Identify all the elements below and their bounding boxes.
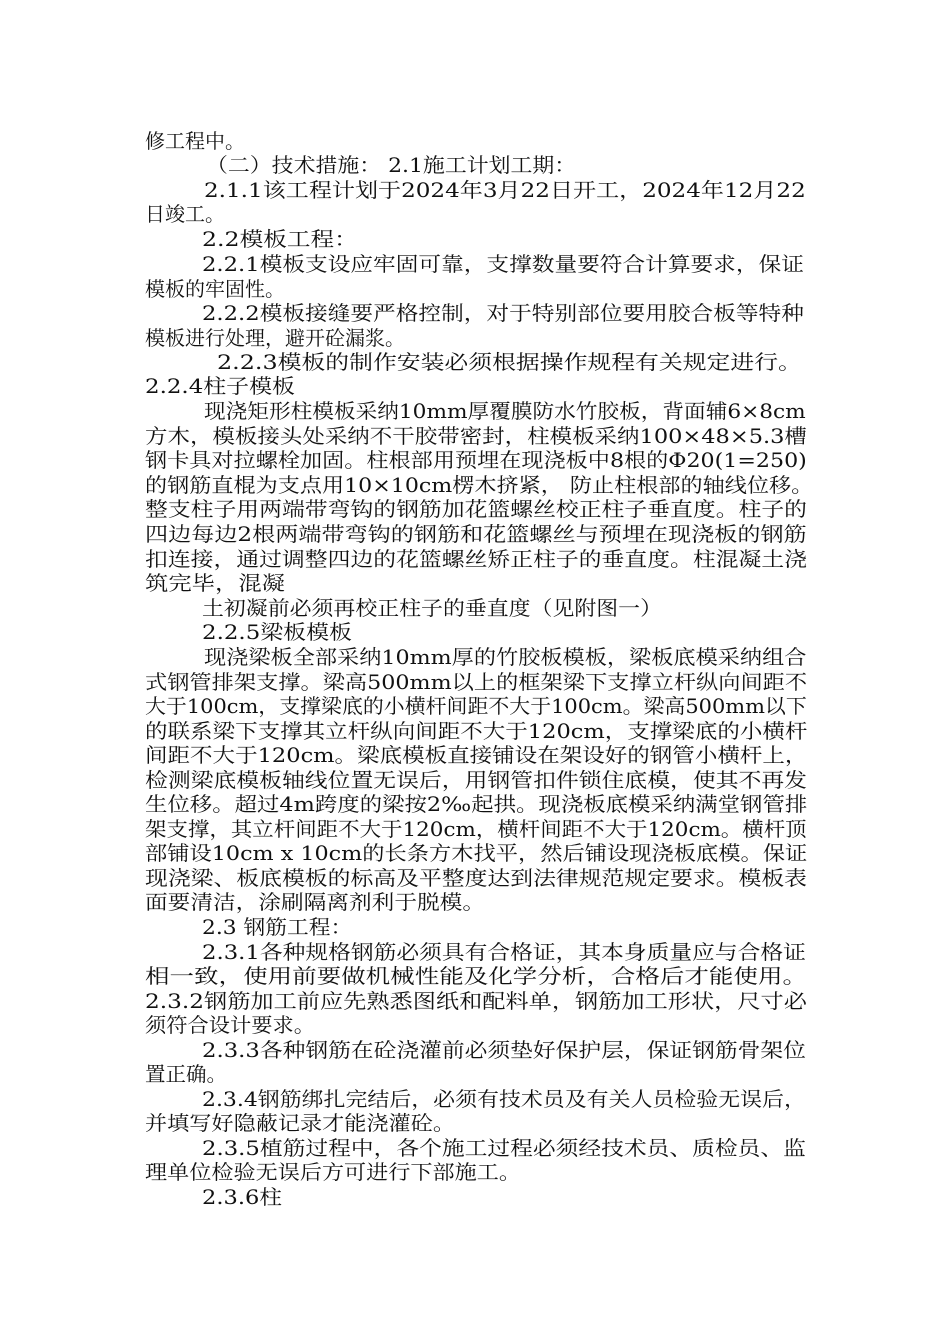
text-line: 部铺设10cm x 10cm的长条方木找平，然后铺设现浇板底模。保证: [145, 841, 808, 865]
text-line: 面要清洁，涂刷隔离剂利于脱模。: [145, 890, 485, 914]
text-line: 现浇矩形柱模板采纳10mm厚覆膜防水竹胶板，背面辅6×8cm: [204, 399, 806, 423]
text-line: 的联系梁下支撑其立杆纵向间距不大于120cm，支撑梁底的小横杆: [145, 719, 808, 743]
text-line: 筑完毕，混凝: [145, 571, 286, 595]
text-line: 修工程中。: [145, 129, 245, 153]
section-heading: 2.3 钢筋工程：: [202, 915, 353, 939]
section-heading: 2.3.6柱: [202, 1185, 282, 1209]
text-line: 2.1.1该工程计划于2024年3月22日开工，2024年12月22: [204, 178, 806, 202]
text-line: 现浇梁板全部采纳10mm厚的竹胶板模板，梁板底模采纳组合: [204, 645, 807, 669]
text-line: 须符合设计要求。: [145, 1013, 315, 1037]
text-line: 扣连接，通过调整四边的花篮螺丝矫正柱子的垂直度。柱混凝土浇: [145, 547, 808, 571]
text-line: 钢卡具对拉螺栓加固。柱根部用预埋在现浇板中8根的Φ20(1=250): [145, 448, 807, 472]
text-line: 2.3.2钢筋加工前应先熟悉图纸和配料单，钢筋加工形状，尺寸必: [145, 989, 807, 1013]
text-line: 式钢管排架支撑。梁高500mm以上的框架梁下支撑立杆纵向间距不: [145, 670, 808, 694]
text-line: 方木，模板接头处采纳不干胶带密封，柱模板采纳100×48×5.3槽: [145, 424, 807, 448]
text-line: 土初凝前必须再校正柱子的垂直度（见附图一）: [202, 596, 662, 620]
section-heading: （二）技术措施： 2.1施工计划工期：: [206, 153, 577, 177]
text-line: 检测梁底模板轴线位置无误后，用钢管扣件锁住底模，使其不再发: [145, 768, 808, 792]
text-line: 四边每边2根两端带弯钩的钢筋和花篮螺丝与预埋在现浇板的钢筋: [145, 522, 807, 546]
text-line: 架支撑，其立杆间距不大于120cm，横杆间距不大于120cm。横杆顶: [145, 817, 807, 841]
text-line: 模板的牢固性。: [145, 277, 285, 301]
section-heading: 2.2.5梁板模板: [202, 620, 352, 644]
text-line: 2.3.3各种钢筋在砼浇灌前必须垫好保护层，保证钢筋骨架位: [202, 1038, 806, 1062]
text-line: 整支柱子用两端带弯钩的钢筋加花篮螺丝校正柱子垂直度。柱子的: [145, 497, 808, 521]
text-line: 2.3.5植筋过程中，各个施工过程必须经技术员、质检员、监: [202, 1136, 806, 1160]
text-line: 模板进行处理，避开砼漏浆。: [145, 326, 405, 350]
text-line: 日竣工。: [145, 202, 225, 226]
text-line: 2.3.4钢筋绑扎完结后，必须有技术员及有关人员检验无误后，: [202, 1087, 806, 1111]
text-line: 2.2.2模板接缝要严格控制，对于特别部位要用胶合板等特种: [202, 301, 804, 325]
text-line: 并填写好隐蔽记录才能浇灌砼。: [145, 1111, 455, 1135]
text-line: 相一致，使用前要做机械性能及化学分析，合格后才能使用。: [145, 964, 807, 988]
text-line: 2.2.3模板的制作安装必须根据操作规程有关规定进行。: [217, 350, 802, 374]
text-line: 2.2.1模板支设应牢固可靠，支撑数量要符合计算要求，保证: [202, 252, 804, 276]
text-line: 的钢筋直棍为支点用10×10cm楞木挤紧， 防止柱根部的轴线位移。: [145, 473, 814, 497]
text-line: 间距不大于120cm。梁底模板直接铺设在架设好的钢管小横杆上，: [145, 743, 808, 767]
text-line: 生位移。超过4m跨度的梁按2‰起拱。现浇板底模采纳满堂钢管排: [145, 792, 808, 816]
text-line: 置正确。: [145, 1062, 227, 1086]
text-line: 2.3.1各种规格钢筋必须具有合格证，其本身质量应与合格证: [202, 940, 806, 964]
text-line: 理单位检验无误后方可进行下部施工。: [145, 1160, 522, 1184]
text-line: 大于100cm，支撑梁底的小横杆间距不大于100cm。梁高500mm以下: [145, 694, 807, 718]
section-heading: 2.2模板工程：: [202, 227, 358, 251]
section-heading: 2.2.4柱子模板: [145, 374, 295, 398]
text-line: 现浇梁、板底模板的标高及平整度达到法律规范规定要求。模板表: [145, 866, 808, 890]
